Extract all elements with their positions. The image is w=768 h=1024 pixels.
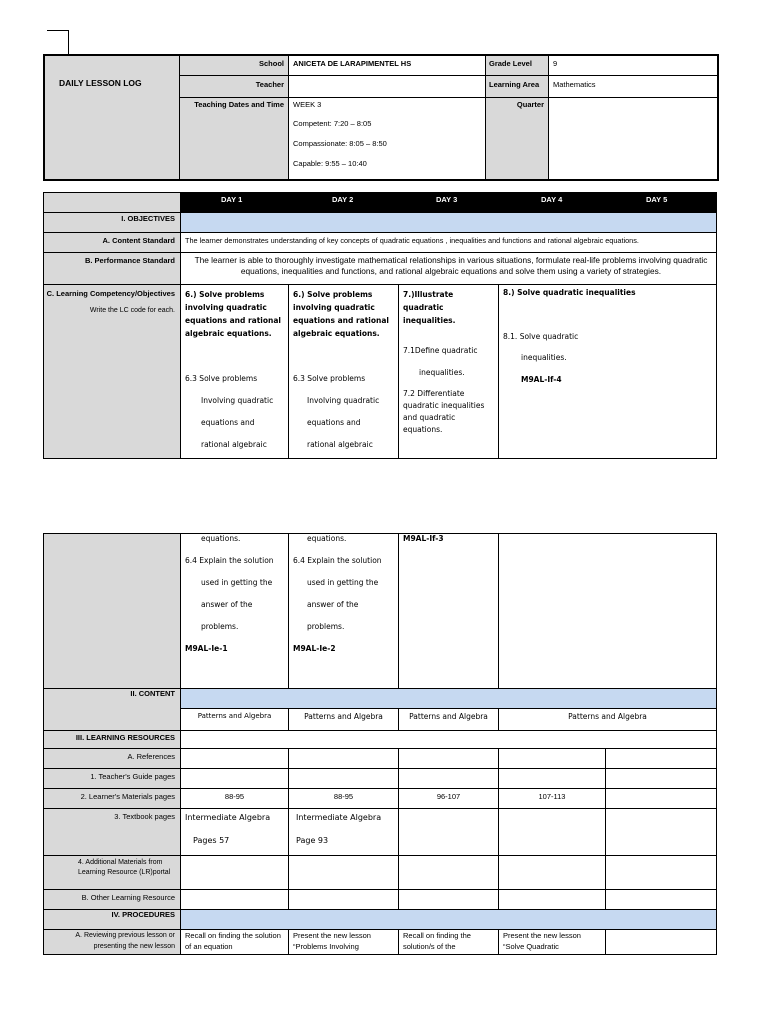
day4-competency-code: M9AL-If-4 [521, 375, 562, 384]
day2-lc-code: M9AL-Ie-2 [293, 644, 336, 653]
tb-d5-cell [605, 808, 717, 856]
references-d3 [398, 748, 499, 769]
content-day3-cell [398, 708, 499, 731]
objectives-blue-bar [180, 212, 717, 233]
tg-d2 [288, 768, 399, 789]
day-header-blank [43, 192, 181, 213]
other-d5 [605, 889, 717, 910]
objectives-heading: I. OBJECTIVES [121, 214, 175, 223]
school-label: School [258, 59, 284, 68]
tg-label: 1. Teacher's Guide pages [90, 772, 175, 781]
day45-competency-cell [498, 284, 717, 459]
resources-heading: III. LEARNING RESOURCES [75, 733, 175, 742]
review-d1-cell [180, 929, 289, 955]
tg-d4 [498, 768, 606, 789]
tg-d1 [180, 768, 289, 789]
tb-d4-cell [498, 808, 606, 856]
performance-standard-cell [180, 252, 717, 285]
content-day1-cell [180, 708, 289, 731]
day1-continuation-cell [180, 533, 289, 689]
review-d3-cell [398, 929, 499, 955]
proc-heading: IV. PROCEDURES [111, 910, 175, 919]
grade-label: Grade Level [489, 59, 532, 68]
day4-competency-sub: 8.1. Solve quadratic [503, 332, 579, 341]
day2-competency-sub-3: equations and [307, 418, 361, 427]
day2-cont-line-5: problems. [307, 622, 345, 631]
proc-blue-bar [180, 909, 717, 930]
content-day2-cell [288, 708, 399, 731]
school-value: ANICETA DE LARAPIMENTEL HS [293, 59, 412, 68]
area-label-cell [485, 75, 549, 98]
other-label-cell [43, 889, 181, 910]
day1-cont-line-2: 6.4 Explain the solution [185, 556, 274, 565]
content-standard-label: A. Content Standard [102, 236, 175, 245]
day1-competency-sub-4: rational algebraic [201, 440, 267, 449]
day3-competency-sub-1: 7.1Define quadratic [403, 346, 478, 355]
references-d1 [180, 748, 289, 769]
add-d4 [498, 855, 606, 890]
grade-label-cell [485, 54, 549, 76]
day4-competency-sub-b: inequalities. [521, 353, 567, 362]
lm-d3: 96-107 [436, 792, 461, 801]
day1-cont-line-5: problems. [201, 622, 239, 631]
dates-competent: Competent: 7:20 – 8:05 [293, 119, 372, 128]
references-label: A. References [127, 752, 175, 761]
add-label-cell [43, 855, 181, 890]
day2-competency-sub-4: rational algebraic [307, 440, 373, 449]
day3-competency-cell [398, 284, 499, 459]
other-label: B. Other Learning Resource [81, 893, 175, 902]
content-day1: Patterns and Algebra [197, 712, 272, 720]
day2-continuation-cell [288, 533, 399, 689]
day2-cont-line-4: answer of the [307, 600, 359, 609]
content-day45-cell [498, 708, 717, 731]
tb-d3-cell [398, 808, 499, 856]
add-d2 [288, 855, 399, 890]
teacher-label-cell [179, 75, 289, 98]
quarter-label-cell [485, 97, 549, 181]
references-d2 [288, 748, 399, 769]
day4-competency-title: 8.) Solve quadratic inequalities [503, 288, 636, 297]
tg-d5 [605, 768, 717, 789]
day1-competency-sub-3: equations and [201, 418, 255, 427]
day1-competency-sub-2: Involving quadratic [201, 396, 274, 405]
day1-cont-line-4: answer of the [201, 600, 253, 609]
tb-d2-title: Intermediate Algebra [296, 813, 382, 822]
corner-mark-top [47, 30, 69, 31]
day1-competency-title: 6.) Solve problems involving quadratic equations and rational algebraic equations. [185, 290, 281, 338]
area-value: Mathematics [553, 80, 596, 89]
day1-cont-line-1: equations. [201, 534, 241, 543]
area-value-cell [548, 75, 719, 98]
references-label-cell [43, 748, 181, 769]
tb-d2-cell [288, 808, 399, 856]
performance-standard-label-cell [43, 252, 181, 285]
add-d1 [180, 855, 289, 890]
lm-label-cell [43, 788, 181, 809]
other-d1 [180, 889, 289, 910]
content-day3: Patterns and Algebra [409, 712, 488, 721]
day1-lc-code: M9AL-Ie-1 [185, 644, 228, 653]
day45-continuation-cell [498, 533, 717, 689]
lm-d1-cell [180, 788, 289, 809]
day-2-header: DAY 2 [332, 195, 354, 204]
content-standard-cell [180, 232, 717, 253]
content-day45: Patterns and Algebra [568, 712, 647, 721]
dates-compassionate: Compassionate: 8:05 – 8:50 [293, 139, 387, 148]
day2-competency-sub-2: Involving quadratic [307, 396, 380, 405]
competency-sub: Write the LC code for each. [89, 307, 175, 314]
content-standard-text: The learner demonstrates understanding of key concepts of quadratic equations , inequalities and functions and rational algebraic equations. [185, 236, 639, 245]
tb-d1-title: Intermediate Algebra [185, 813, 271, 822]
lm-d2: 88-95 [333, 792, 354, 801]
lm-d3-cell [398, 788, 499, 809]
day3-lc-code: M9AL-If-3 [403, 534, 444, 543]
area-label: Learning Area [489, 80, 540, 89]
quarter-label: Quarter [516, 100, 544, 109]
school-value-cell [288, 54, 486, 76]
proc-heading-cell [43, 909, 181, 930]
competency-label: C. Learning Competency/Objectives [46, 289, 175, 298]
lm-label: 2. Learner's Materials pages [80, 792, 175, 801]
day1-cont-line-3: used in getting the [201, 578, 273, 587]
performance-standard-text: The learner is able to thoroughly investigate mathematical relationships in various situations, formulate real-life problems involving quadratic equations, inequalities and functions, and rational algebraic equations and solve them using a variety of strategies. [194, 255, 708, 276]
lm-d1: 88-95 [224, 792, 245, 801]
grade-value: 9 [553, 59, 558, 68]
tg-d3 [398, 768, 499, 789]
lm-d5-cell [605, 788, 717, 809]
review-d3: Recall on finding the solution/s of the [403, 931, 471, 951]
content-blue-bar [180, 688, 717, 709]
day3-competency-sub-1b: inequalities. [419, 368, 465, 377]
dates-capable: Capable: 9:55 – 10:40 [293, 159, 367, 168]
objectives-heading-cell [43, 212, 181, 233]
review-d2: Present the new lesson “Problems Involving [293, 931, 371, 951]
teacher-value-cell [288, 75, 486, 98]
tb-d1-pages: Pages 57 [193, 836, 230, 845]
day-3-header: DAY 3 [436, 195, 458, 204]
content-heading: II. CONTENT [130, 689, 175, 698]
other-d2 [288, 889, 399, 910]
day3-competency-sub-2: 7.2 Differentiate quadratic inequalities and quadratic equations. [403, 389, 485, 434]
dates-week: WEEK 3 [293, 100, 322, 109]
content-day2: Patterns and Algebra [304, 712, 383, 721]
dates-label: Teaching Dates and Time [194, 100, 284, 109]
tb-d2-pages: Page 93 [296, 836, 329, 845]
resources-heading-fill [180, 730, 717, 749]
content-standard-label-cell [43, 232, 181, 253]
review-d2-cell [288, 929, 399, 955]
day-header-bar [180, 192, 717, 213]
day-4-header: DAY 4 [541, 195, 563, 204]
tg-label-cell [43, 768, 181, 789]
add-d3 [398, 855, 499, 890]
review-d4-cell [498, 929, 606, 955]
review-d1: Recall on finding the solution of an equation [185, 931, 281, 951]
day1-competency-cell [180, 284, 289, 459]
day-5-header: DAY 5 [646, 195, 668, 204]
day2-cont-line-2: 6.4 Explain the solution [293, 556, 382, 565]
review-label: A. Reviewing previous lesson or presenting the new lesson [75, 932, 175, 950]
resources-heading-cell [43, 730, 181, 749]
references-d4 [498, 748, 606, 769]
page-title: DAILY LESSON LOG [59, 78, 142, 88]
day2-competency-title: 6.) Solve problems involving quadratic equations and rational algebraic equations. [293, 290, 389, 338]
references-d5 [605, 748, 717, 769]
school-label-cell [179, 54, 289, 76]
teacher-label: Teacher [255, 80, 284, 89]
review-label-cell [43, 929, 181, 955]
day3-continuation-cell [398, 533, 499, 689]
lm-d4-cell [498, 788, 606, 809]
day2-cont-line-3: used in getting the [307, 578, 379, 587]
day3-competency-title: 7.)Illustrate quadratic inequalities. [403, 290, 456, 325]
dates-label-cell [179, 97, 289, 181]
performance-standard-label: B. Performance Standard [84, 256, 175, 265]
tb-d1-cell [180, 808, 289, 856]
dates-value-cell [288, 97, 486, 181]
tb-label-cell [43, 808, 181, 856]
day1-competency-sub-1: 6.3 Solve problems [185, 374, 258, 383]
tb-label: 3. Textbook pages [114, 812, 175, 821]
day2-competency-sub-1: 6.3 Solve problems [293, 374, 366, 383]
continuation-label-cell [43, 533, 181, 689]
lm-d4: 107-113 [538, 792, 566, 801]
content-heading-cell [43, 688, 181, 731]
review-d4: Present the new lesson “Solve Quadratic [503, 931, 581, 951]
day2-competency-cell [288, 284, 399, 459]
add-label: 4. Additional Materials from Learning Resource (LR)portal [78, 859, 171, 876]
other-d3 [398, 889, 499, 910]
add-d5 [605, 855, 717, 890]
other-d4 [498, 889, 606, 910]
quarter-value-cell [548, 97, 719, 181]
lm-d2-cell [288, 788, 399, 809]
grade-value-cell [548, 54, 719, 76]
competency-label-cell [43, 284, 181, 459]
day-1-header: DAY 1 [221, 195, 243, 204]
day2-cont-line-1: equations. [307, 534, 347, 543]
review-d5-cell [605, 929, 717, 955]
title-cell [43, 54, 180, 181]
